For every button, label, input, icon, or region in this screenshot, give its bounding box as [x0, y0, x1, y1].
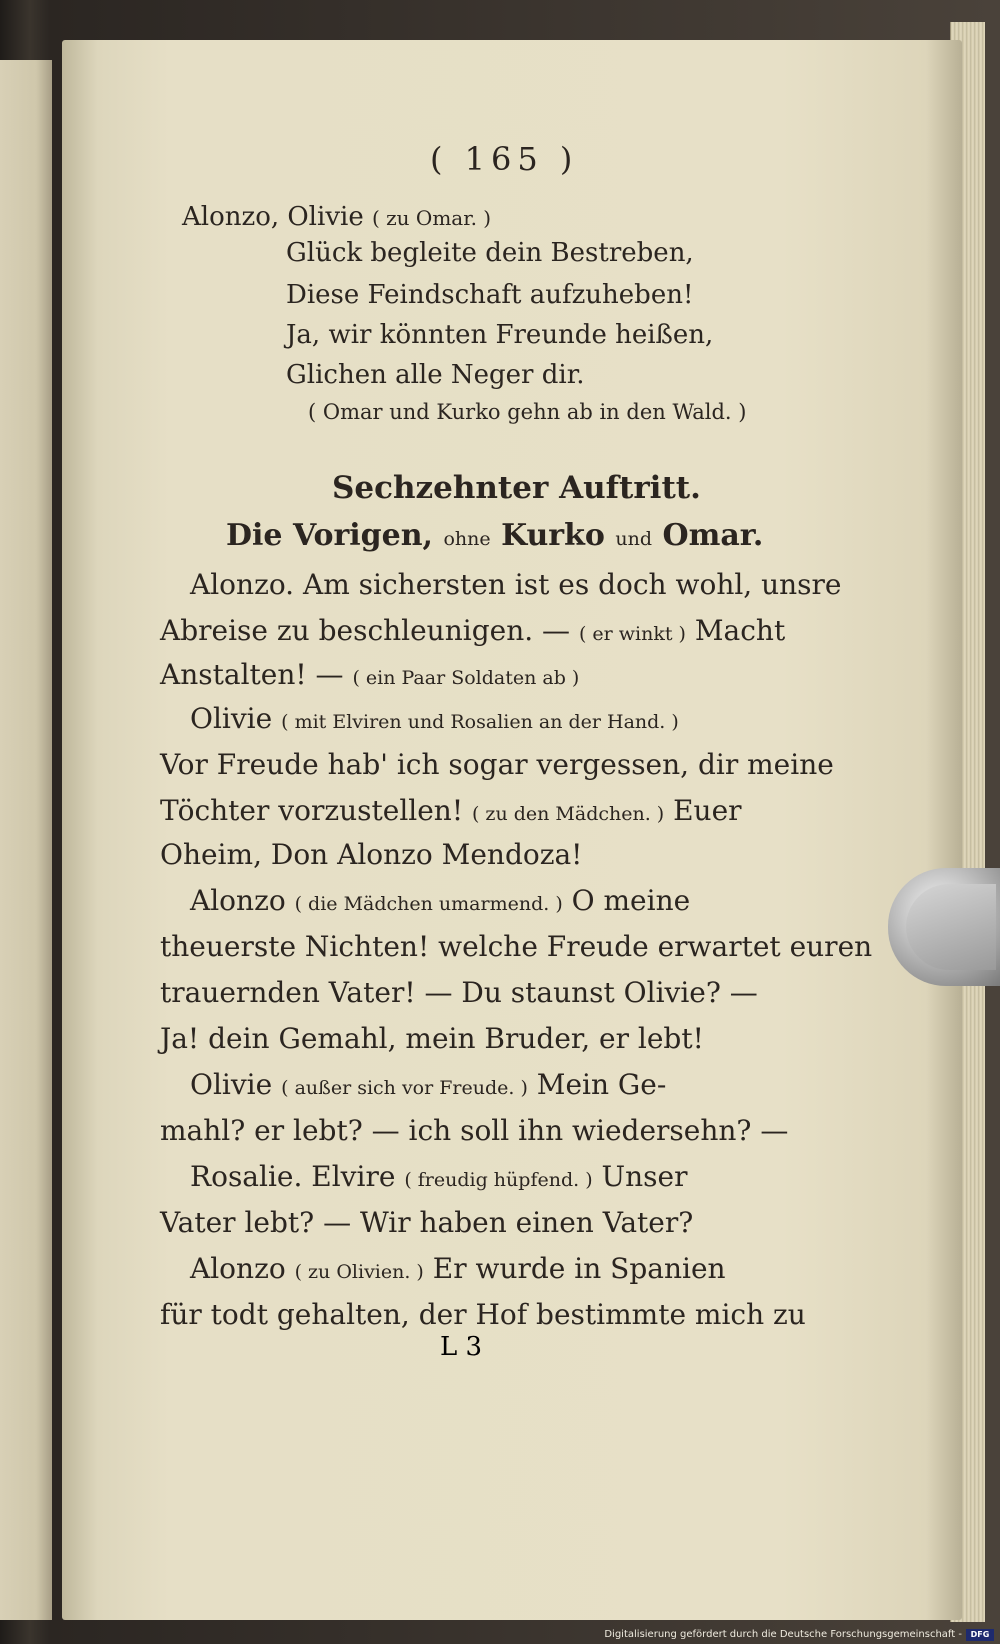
left-page-edge	[0, 60, 52, 1620]
scene-subheading: Die Vorigen, ohne Kurko und Omar.	[226, 518, 764, 553]
signature-mark: L 3	[440, 1332, 483, 1362]
scene-heading: Sechzehnter Auftritt.	[332, 470, 701, 506]
verse-line-4: Ja, wir könnten Freunde heißen,	[286, 320, 714, 350]
prose-line: Alonzo ( zu Olivien. ) Er wurde in Spanien	[190, 1252, 726, 1285]
prose-line: Anstalten! — ( ein Paar Soldaten ab )	[160, 658, 580, 691]
prose-line: Olivie ( außer sich vor Freude. ) Mein Ge-	[190, 1068, 667, 1101]
stage-direction-exit: ( Omar und Kurko gehn ab in den Wald. )	[308, 400, 747, 424]
prose-line: trauernden Vater! — Du staunst Olivie? —	[160, 976, 758, 1009]
prose-line: für todt gehalten, der Hof bestimmte mich zu	[160, 1298, 806, 1331]
dfg-logo-icon: DFG	[966, 1629, 994, 1641]
verse-line-5: Glichen alle Neger dir.	[286, 360, 585, 390]
prose-line: Abreise zu beschleunigen. — ( er winkt ) Macht	[160, 614, 786, 647]
prose-line: Rosalie. Elvire ( freudig hüpfend. ) Unser	[190, 1160, 688, 1193]
verse-line-2: Glück begleite dein Bestreben,	[286, 238, 694, 268]
prose-line: mahl? er lebt? — ich soll ihn wiedersehn? —	[160, 1114, 789, 1147]
prose-line: Vater lebt? — Wir haben einen Vater?	[160, 1206, 694, 1239]
verse-line-1: Alonzo, Olivie ( zu Omar. )	[182, 202, 492, 232]
prose-line: Ja! dein Gemahl, mein Bruder, er lebt!	[160, 1022, 704, 1055]
prose-line: Alonzo ( die Mädchen umarmend. ) O meine	[190, 884, 691, 917]
page-clip	[888, 868, 1000, 986]
stage-direction: ( zu Omar. )	[371, 206, 492, 230]
prose-line: Oheim, Don Alonzo Mendoza!	[160, 838, 583, 871]
prose-line: Alonzo. Am sichersten ist es doch wohl, unsre	[190, 568, 842, 601]
verse-line-3: Diese Feindschaft aufzuheben!	[286, 280, 694, 310]
prose-line: Olivie ( mit Elviren und Rosalien an der Hand. )	[190, 702, 679, 735]
prose-line: theuerste Nichten! welche Freude erwartet euren	[160, 930, 873, 963]
prose-line: Vor Freude hab' ich sogar vergessen, dir meine	[160, 748, 834, 781]
book-page	[62, 40, 962, 1620]
page-number: ( 165 )	[430, 140, 579, 178]
prose-line: Töchter vorzustellen! ( zu den Mädchen. ) Euer	[160, 794, 742, 827]
digitization-credit: Digitalisierung gefördert durch die Deutsche Forschungsgemeinschaft -	[604, 1629, 962, 1640]
